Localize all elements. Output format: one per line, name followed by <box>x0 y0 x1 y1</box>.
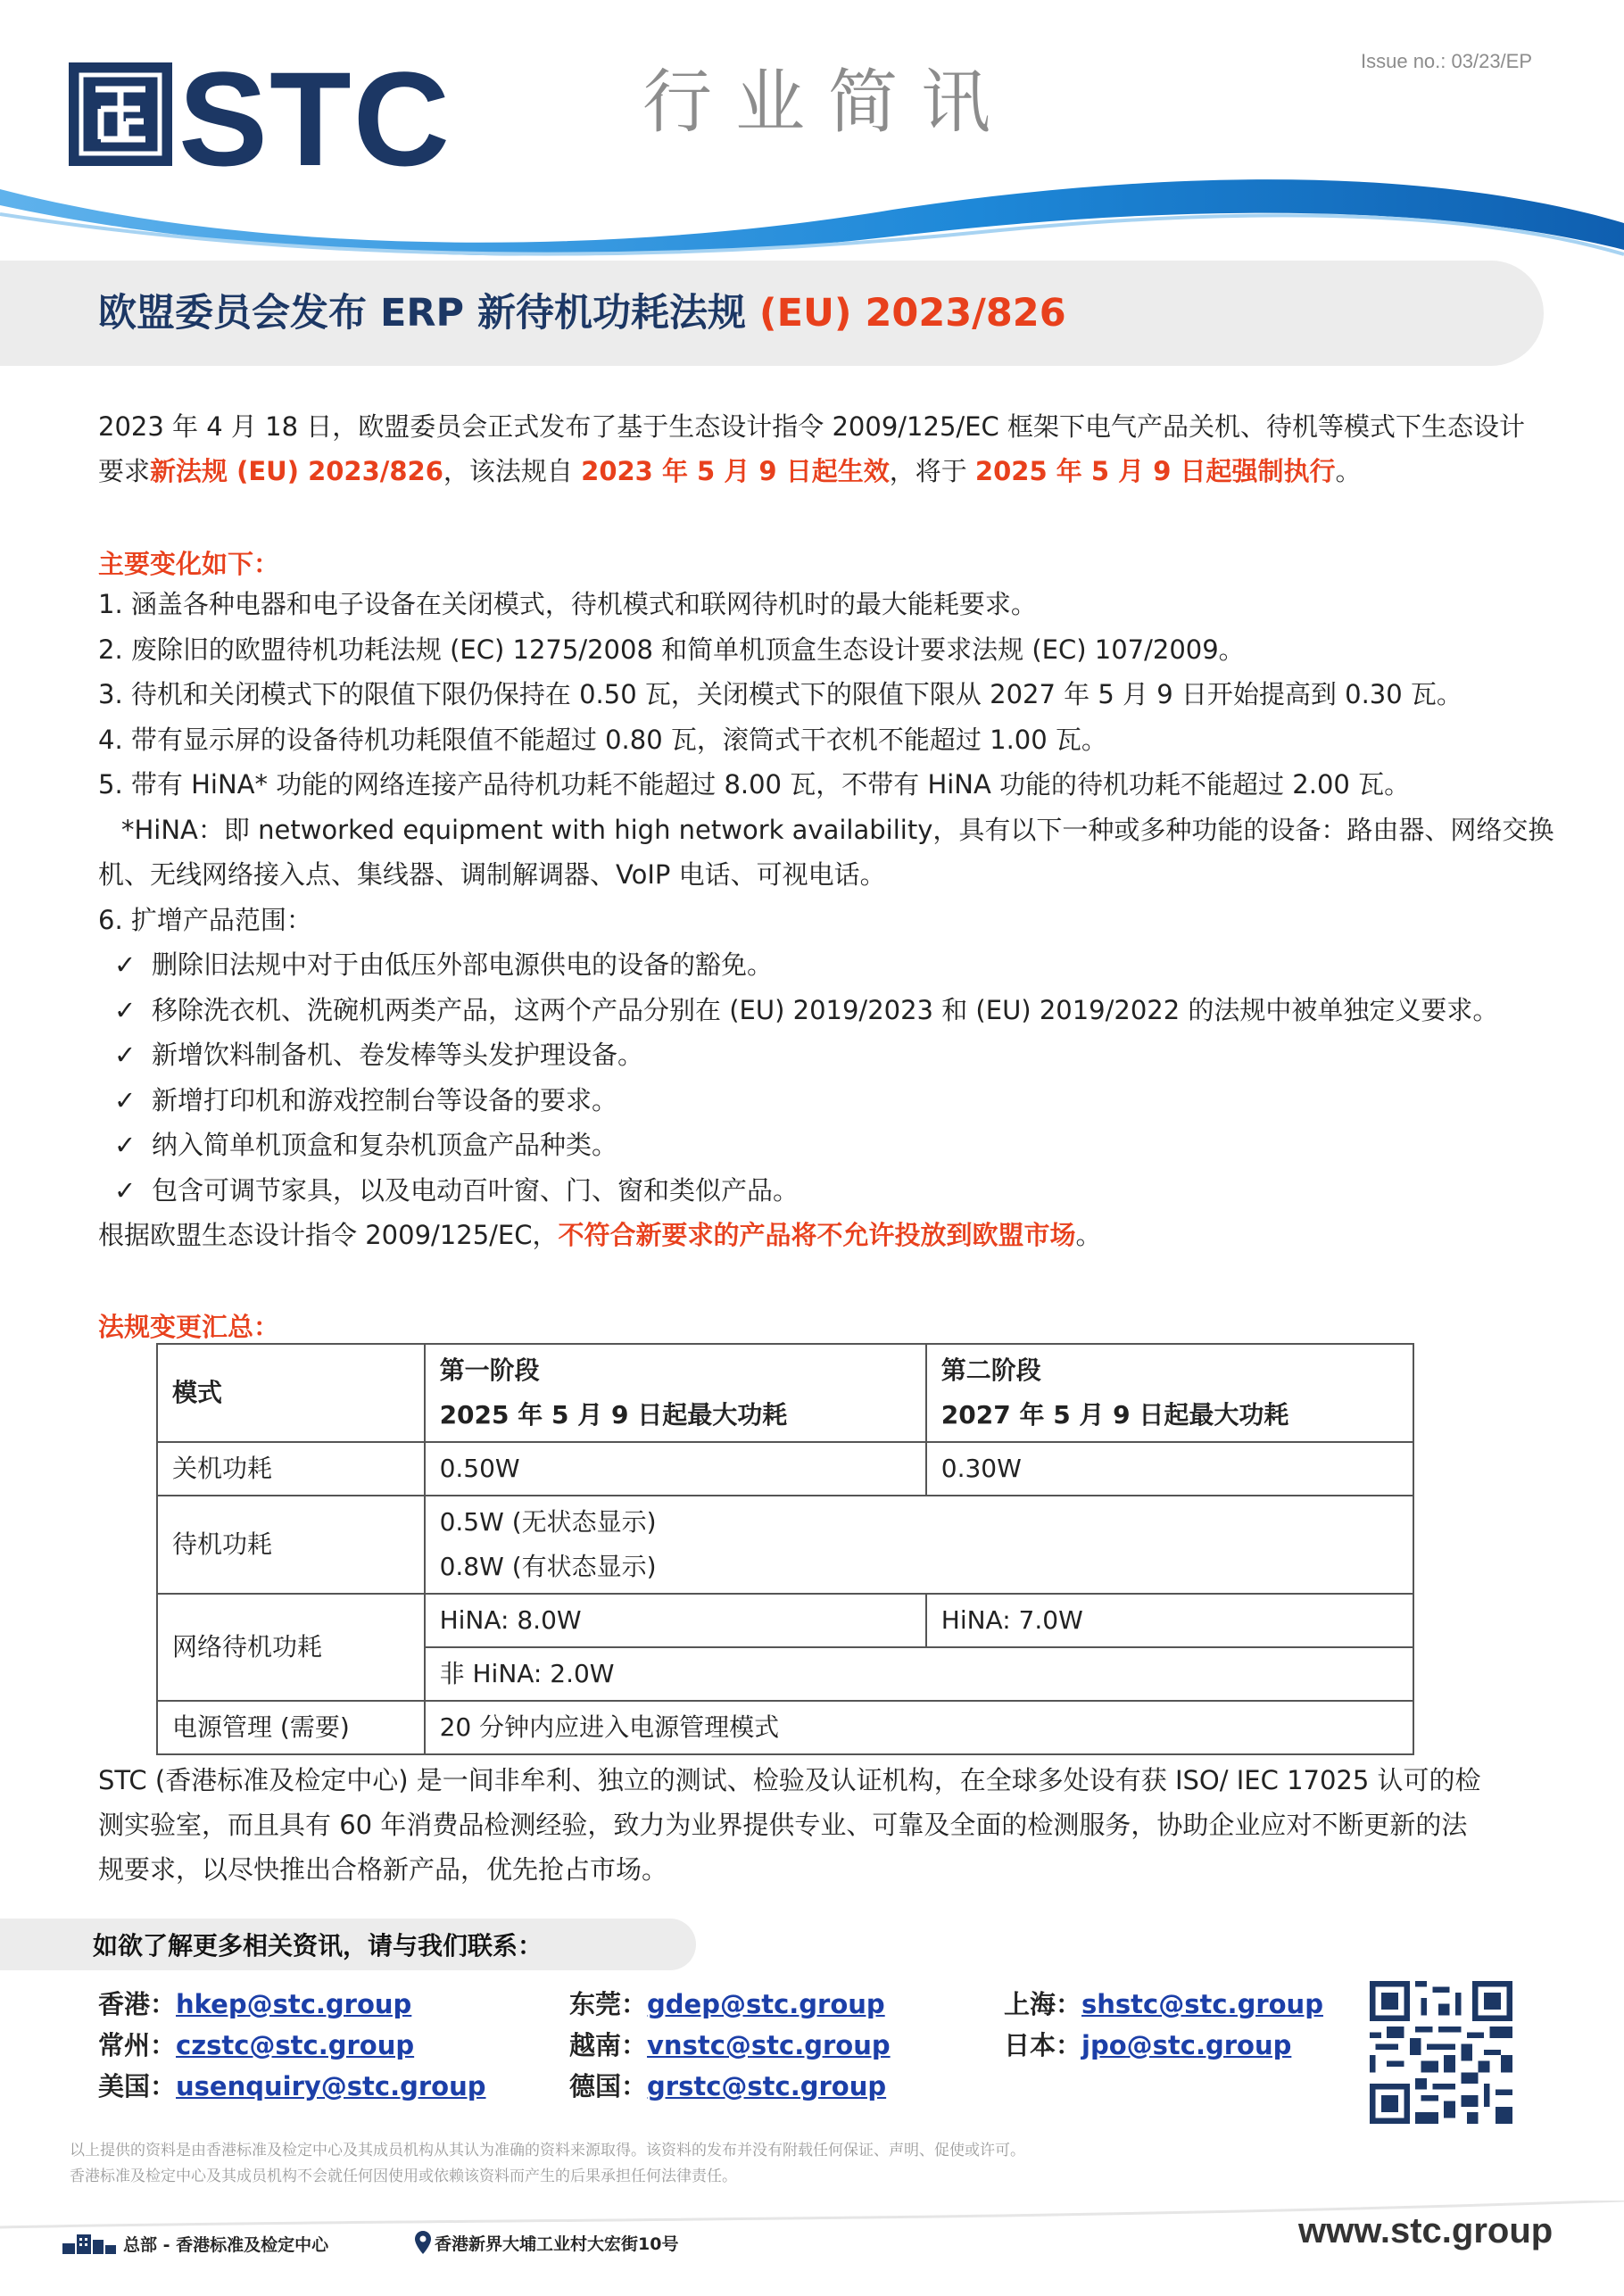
intro-enforcement-date: 2025 年 5 月 9 日起强制执行 <box>974 456 1336 486</box>
table-cell: 非 HiNA: 2.0W <box>425 1647 1413 1701</box>
email-link-us[interactable]: usenquiry@stc.group <box>176 2071 486 2101</box>
disclaimer-line: 以上提供的资料是由香港标准及检定中心及其成员机构从其认为准确的资料来源取得。该资料的发布并没有附载任何保证、声明、促使或许可。 <box>70 2142 1025 2159</box>
checkmark-icon: ✓ <box>114 1174 137 1206</box>
check-item <box>114 1078 1535 1123</box>
list-item: 1. 涵盖各种电器和电子设备在关闭模式，待机模式和联网待机时的最大能耗要求。 <box>98 589 1037 619</box>
header-wave <box>0 170 1624 268</box>
email-link-jp[interactable]: jpo@stc.group <box>1081 2030 1292 2060</box>
location-pin-icon <box>415 2231 431 2259</box>
contact-label: 日本： <box>1004 2030 1082 2060</box>
qr-code-icon[interactable] <box>1370 1981 1512 2124</box>
checkmark-icon: ✓ <box>114 994 137 1025</box>
contact-entry <box>1004 2025 1323 2066</box>
table-cell: HiNA: 7.0W <box>926 1594 1413 1647</box>
contact-title: 如欲了解更多相关资讯，请与我们联系： <box>93 1931 543 1960</box>
footer-hq <box>62 2231 328 2259</box>
table-row <box>157 1594 1413 1647</box>
stc-logo-icon <box>69 62 172 166</box>
about-line: 测实验室，而且具有 60 年消费品检测经验，致力为业界提供专业、可靠及全面的检测服务，协助企业应对不断更新的法 <box>98 1810 1468 1840</box>
email-link-cz[interactable]: czstc@stc.group <box>176 2030 415 2060</box>
footer-address-text: 香港新界大埔工业村大宏街10号 <box>435 2234 679 2254</box>
about-paragraph <box>98 1758 1526 1892</box>
check-item-text: 新增饮料制备机、卷发棒等头发护理设备。 <box>152 1040 644 1070</box>
contact-label: 上海： <box>1004 1989 1082 2019</box>
changes-heading: 主要变化如下： <box>98 549 280 579</box>
contact-entry <box>98 2025 486 2066</box>
table-cell: 关机功耗 <box>157 1442 425 1496</box>
list-item: 4. 带有显示屏的设备待机功耗限值不能超过 0.80 瓦，滚筒式干衣机不能超过 1.00 瓦。 <box>98 724 1107 755</box>
table-header-stage2 <box>926 1344 1413 1442</box>
headline-regulation: (EU) 2023/826 <box>758 291 1066 336</box>
email-link-gr[interactable]: grstc@stc.group <box>647 2071 887 2101</box>
checkmark-icon: ✓ <box>114 1130 137 1160</box>
about-line: STC (香港标准及检定中心) 是一间非牟利、独立的测试、检验及认证机构，在全球多处设有获 ISO/ IEC 17025 认可的检 <box>98 1765 1481 1795</box>
checkmark-icon: ✓ <box>114 949 137 980</box>
table-row <box>157 1701 1413 1754</box>
summary-table <box>156 1343 1414 1755</box>
table-cell: 0.50W <box>425 1442 926 1496</box>
checkmark-icon: ✓ <box>114 1084 137 1115</box>
hina-note: 机、无线网络接入点、集线器、调制解调器、VoIP 电话、可视电话。 <box>98 859 886 890</box>
table-cell <box>425 1496 1413 1594</box>
table-header-mode: 模式 <box>157 1344 425 1442</box>
logo-text: STC <box>178 44 452 194</box>
table-cell: 网络待机功耗 <box>157 1594 425 1701</box>
check-item-text: 新增打印机和游戏控制台等设备的要求。 <box>152 1084 618 1115</box>
list-item: 6. 扩增产品范围： <box>98 904 312 935</box>
email-link-sh[interactable]: shstc@stc.group <box>1081 1989 1323 2019</box>
headline <box>98 286 1066 341</box>
contact-column <box>98 1984 486 2107</box>
about-line: 规要求，以尽快推出合格新产品，优先抢占市场。 <box>98 1854 668 1885</box>
headline-prefix: 欧盟委员会发布 ERP 新待机功耗法规 <box>98 291 759 336</box>
check-item <box>114 988 1535 1033</box>
intro-effective-date: 2023 年 5 月 9 日起生效 <box>581 456 890 486</box>
issue-number: Issue no.: 03/23/EP <box>1361 50 1533 72</box>
footer-address <box>415 2231 678 2259</box>
check-item-text: 移除洗衣机、洗碗机两类产品，这两个产品分别在 (EU) 2019/2023 和 (EU) 2019/2022 的法规中被单独定义要求。 <box>152 994 1499 1025</box>
check-item <box>114 1123 1535 1168</box>
table-cell: 电源管理 (需要) <box>157 1701 425 1754</box>
check-item <box>114 1168 1535 1214</box>
standby-value: 0.8W (有状态显示) <box>439 1552 657 1581</box>
stage1-date: 2025 年 5 月 9 日起最大功耗 <box>439 1400 788 1430</box>
contact-entry <box>98 2066 486 2107</box>
intro-text: 。 <box>1335 456 1362 486</box>
footer-hq-text: 总部 - 香港标准及检定中心 <box>123 2235 329 2255</box>
intro-paragraph <box>98 404 1526 493</box>
check-item-text: 删除旧法规中对于由低压外部电源供电的设备的豁免。 <box>152 949 774 980</box>
intro-text: 2023 年 4 月 18 日，欧盟委员会正式发布了基于生态设计指令 2009/125/EC 框架下电气产品关机、待机等模式下生态设计要求 <box>98 411 1525 486</box>
intro-text: ，将于 <box>889 456 975 486</box>
check-item-text: 纳入简单机顶盒和复杂机顶盒产品种类。 <box>152 1130 618 1160</box>
table-cell: 20 分钟内应进入电源管理模式 <box>425 1701 1413 1754</box>
website-link[interactable]: www.stc.group <box>1298 2211 1554 2250</box>
contact-entry <box>1004 1984 1323 2025</box>
check-item <box>114 942 1535 988</box>
email-link-gd[interactable]: gdep@stc.group <box>647 1989 885 2019</box>
contact-entry <box>569 2025 891 2066</box>
table-cell: 0.30W <box>926 1442 1413 1496</box>
contact-label: 常州： <box>98 2030 177 2060</box>
check-item-text: 包含可调节家具，以及电动百叶窗、门、窗和类似产品。 <box>152 1174 800 1206</box>
table-row <box>157 1344 1413 1442</box>
hina-note: *HiNA：即 networked equipment with high network availability，具有以下一种或多种功能的设备：路由器、网络交换 <box>121 814 1554 845</box>
list-item: 2. 废除旧的欧盟待机功耗法规 (EC) 1275/2008 和简单机顶盒生态设计要求法规 (EC) 107/2009。 <box>98 634 1245 665</box>
contact-entry <box>98 1984 486 2025</box>
standby-value: 0.5W (无状态显示) <box>439 1507 657 1537</box>
contact-label: 东莞： <box>569 1989 648 2019</box>
list-item: 3. 待机和关闭模式下的限值下限仍保持在 0.50 瓦，关闭模式下的限值下限从 2027 年 5 月 9 日开始提高到 0.30 瓦。 <box>98 679 1462 709</box>
contact-column <box>569 1984 891 2107</box>
stage2-date: 2027 年 5 月 9 日起最大功耗 <box>940 1400 1289 1430</box>
table-header-stage1 <box>425 1344 926 1442</box>
contact-entry <box>569 1984 891 2025</box>
contact-column <box>1004 1984 1323 2066</box>
stage1-label: 第一阶段 <box>439 1355 540 1385</box>
email-link-vn[interactable]: vnstc@stc.group <box>647 2030 891 2060</box>
summary-heading: 法规变更汇总： <box>98 1312 280 1342</box>
stage2-label: 第二阶段 <box>940 1355 1041 1385</box>
conclusion <box>98 1213 1535 1258</box>
table-cell: HiNA: 8.0W <box>425 1594 926 1647</box>
checkmark-icon: ✓ <box>114 1040 137 1070</box>
contact-label: 德国： <box>569 2071 648 2101</box>
contact-label: 美国： <box>98 2071 177 2101</box>
contact-label: 越南： <box>569 2030 648 2060</box>
email-link-hk[interactable]: hkep@stc.group <box>176 1989 412 2019</box>
table-cell: 待机功耗 <box>157 1496 425 1594</box>
conclusion-text: 根据欧盟生态设计指令 2009/125/EC， <box>98 1220 559 1250</box>
contact-entry <box>569 2066 891 2107</box>
page-title: 行业简讯 <box>642 62 1015 143</box>
table-row <box>157 1496 1413 1594</box>
conclusion-text: 。 <box>1075 1220 1102 1250</box>
building-icon <box>62 2231 116 2259</box>
table-row <box>157 1442 1413 1496</box>
list-item: 5. 带有 HiNA* 功能的网络连接产品待机功耗不能超过 8.00 瓦，不带有 HiNA 功能的待机功耗不能超过 2.00 瓦。 <box>98 769 1411 800</box>
conclusion-warning: 不符合新要求的产品将不允许投放到欧盟市场 <box>558 1220 1076 1250</box>
intro-regulation: 新法规 (EU) 2023/826 <box>150 456 443 486</box>
changes-list <box>98 582 1554 1258</box>
disclaimer-line: 香港标准及检定中心及其成员机构不会就任何因使用或依赖该资料而产生的后果承担任何法律责任。 <box>70 2168 737 2185</box>
intro-text: ，该法规自 <box>443 456 582 486</box>
contact-label: 香港： <box>98 1989 177 2019</box>
check-item <box>114 1032 1535 1078</box>
